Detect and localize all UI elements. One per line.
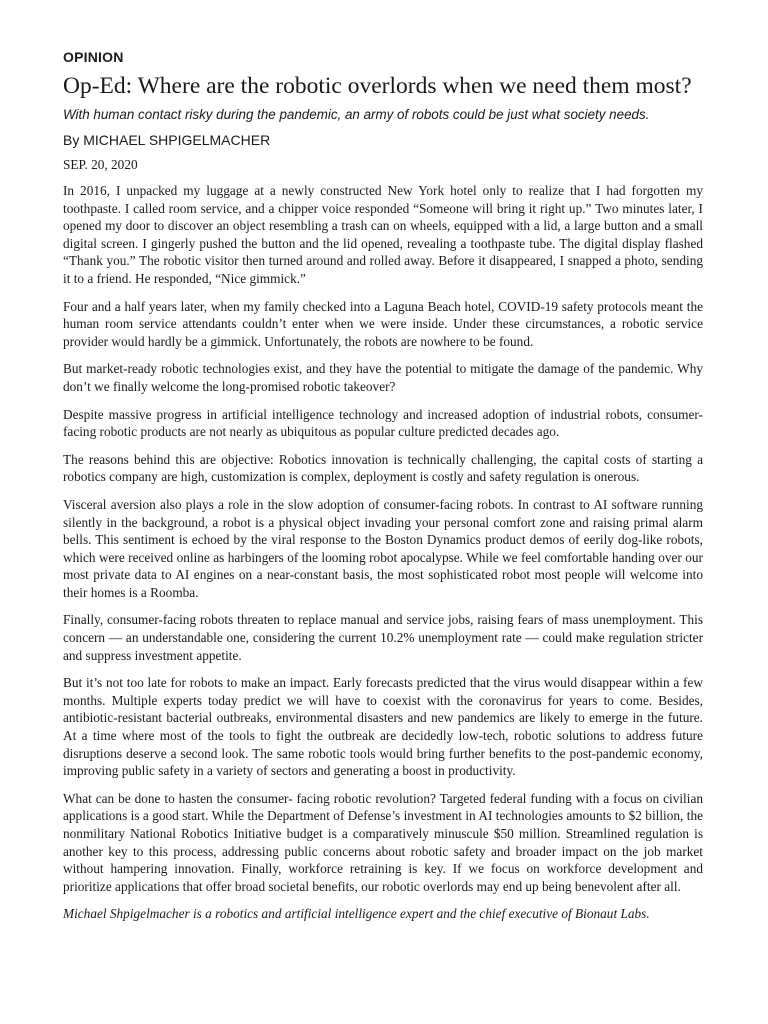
author-bio: Michael Shpigelmacher is a robotics and artificial intelligence expert and the chief executive of Bionaut Labs. xyxy=(63,906,650,922)
body-paragraph: Visceral aversion also plays a role in the slow adoption of consumer-facing robots. In contrast to AI software running silently in the background, a robot is a physical object invading your personal comfort zone and raising primal alarm bells. This sentiment is echoed by the viral response to the Boston Dynamics product demos of eerily dog-like robots, which were received online as harbingers of the looming robot apocalypse. While we feel comfortable handing over our most private data to AI engines on a near-constant basis, the most sophisticated robot most people will welcome into their homes is a Roomba. xyxy=(63,496,703,600)
subheadline: With human contact risky during the pandemic, an army of robots could be just what society needs. xyxy=(63,107,650,122)
publication-date: SEP. 20, 2020 xyxy=(63,157,138,172)
body-paragraph: The reasons behind this are objective: Robotics innovation is technically challenging, the capital costs of starting a robotics company are high, customization is complex, deployment is costly and safety regulation is onerous. xyxy=(63,451,703,485)
article xyxy=(63,48,703,923)
byline: By MICHAEL SHPIGELMACHER xyxy=(63,132,271,148)
body-paragraph: What can be done to hasten the consumer- facing robotic revolution? Targeted federal funding with a focus on civilian applications is a good start. While the Department of Defense’s investment in AI technologies amounts to $2 billion, the nonmilitary National Robotics Initiative budget is a comparatively minuscule $50 million. Streamlined regulation is another key to this process, addressing public concerns about robotic safety and broader impact on the job market without hampering innovation. Finally, workforce retraining is key. If we focus on workforce development and prioritize applications that offer broad societal benefits, our robotic overlords may end up being benevolent after all. xyxy=(63,790,703,894)
headline: Op-Ed: Where are the robotic overlords when we need them most? xyxy=(63,73,692,99)
section-label: OPINION xyxy=(63,49,124,65)
body-paragraph: In 2016, I unpacked my luggage at a newly constructed New York hotel only to realize that I had forgotten my toothpaste. I called room service, and a chipper voice responded “Someone will bring it right up.” Two minutes later, I opened my door to discover an object resembling a trash can on wheels, equipped with a lid, a large button and a small digital screen. I gingerly pushed the button and the lid opened, revealing a toothpaste tube. The digital display flashed “Thank you.” The robotic visitor then turned around and rolled away. Before it disappeared, I snapped a photo, sending it to a friend. He responded, “Nice gimmick.” xyxy=(63,183,703,286)
body-paragraph: Despite massive progress in artificial intelligence technology and increased adoption of industrial robots, consumer-facing robotic products are not nearly as ubiquitous as popular culture predicted decades ago. xyxy=(63,406,703,440)
body-paragraph: But market-ready robotic technologies exist, and they have the potential to mitigate the damage of the pandemic. Why don’t we finally welcome the long-promised robotic takeover? xyxy=(63,361,703,394)
article-body xyxy=(63,182,703,895)
body-paragraph: Four and a half years later, when my family checked into a Laguna Beach hotel, COVID-19 safety protocols meant the human room service attendants couldn’t enter when we were inside. Under these circumstances, a robotic service provider would hardly be a gimmick. Unfortunately, the robots are nowhere to be found. xyxy=(63,298,703,349)
body-paragraph: Finally, consumer-facing robots threaten to replace manual and service jobs, raising fears of mass unemployment. This concern — an understandable one, considering the current 10.2% unemployment rate — could make regulation stricter and suppress investment appetite. xyxy=(63,612,703,663)
body-paragraph: But it’s not too late for robots to make an impact. Early forecasts predicted that the virus would disappear within a few months. Multiple experts today predict we will have to coexist with the coronavirus for years to come. Besides, antibiotic-resistant bacterial outbreaks, environmental disasters and new pandemics are likely to emerge in the future. At a time where most of the tools to fight the outbreak are decidedly low-tech, robotic solutions to address future disruptions deserve a second look. The same robotic tools would bring further benefits to the post-pandemic economy, improving public safety in a variety of sectors and generating a boost in productivity. xyxy=(63,675,703,779)
